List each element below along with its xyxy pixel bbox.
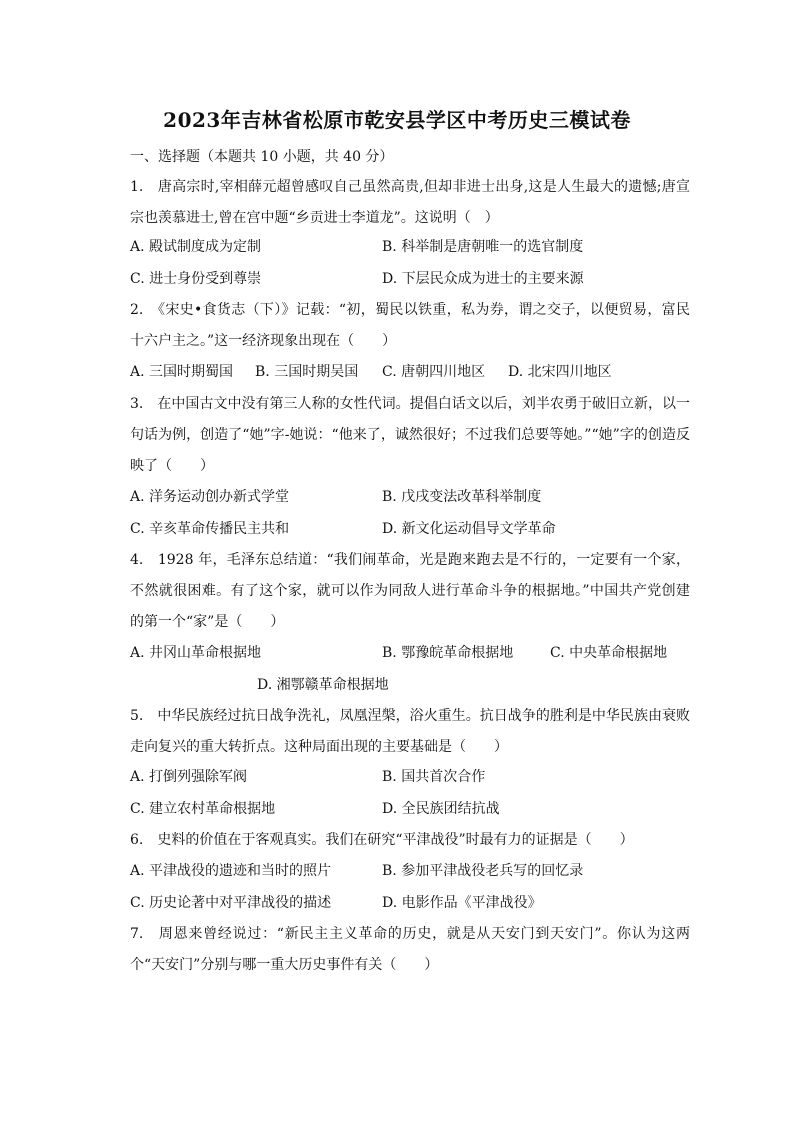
- q3-option-b[interactable]: B. 戊戌变法改革科举制度: [382, 489, 542, 505]
- q4-option-a[interactable]: A. 井冈山革命根据地: [130, 645, 262, 661]
- question-7-stem: 7. 周恩来曾经说过：“新民主主义革命的历史，就是从天安门到天安门”。你认为这两个“天安门”分别与哪一重大历史事件有关（ ）: [130, 926, 690, 973]
- q6-option-a[interactable]: A. 平津战役的遗迹和当时的照片: [130, 863, 332, 879]
- q6-option-d[interactable]: D. 电影作品《平津战役》: [382, 895, 542, 911]
- q4-option-c[interactable]: C. 中央革命根据地: [550, 645, 668, 661]
- q4-option-b[interactable]: B. 鄂豫皖革命根据地: [382, 645, 514, 661]
- q4-option-d[interactable]: D. 湘鄂赣革命根据地: [257, 677, 389, 693]
- question-1-stem: 1. 唐高宗时,宰相薛元超曾感叹自己虽然高贵,但却非进士出身,这是人生最大的遗憾;唐宣宗也羡慕进士,曾在宫中题“乡贡进士李道龙”。这说明（ ）: [130, 179, 690, 226]
- q1-option-a[interactable]: A. 殿试制度成为定制: [130, 239, 262, 255]
- q3-option-c[interactable]: C. 辛亥革命传播民主共和: [130, 521, 290, 537]
- q5-option-c[interactable]: C. 建立农村革命根据地: [130, 801, 276, 817]
- q5-option-a[interactable]: A. 打倒列强除军阀: [130, 769, 248, 785]
- q2-option-c[interactable]: C. 唐朝四川地区: [382, 364, 486, 380]
- q1-option-d[interactable]: D. 下层民众成为进士的主要来源: [382, 271, 584, 287]
- question-4-stem: 4. 1928 年，毛泽东总结道：“我们闹革命，光是跑来跑去是不行的，一定要有一个家，不然就很困难。有了这个家，就可以作为同敌人进行革命斗争的根据地。”中国共产党创建的第一个“家”是（ ）: [130, 552, 690, 630]
- q2-option-d[interactable]: D. 北宋四川地区: [508, 364, 612, 380]
- q2-option-b[interactable]: B. 三国时期吴国: [255, 364, 359, 380]
- q5-option-b[interactable]: B. 国共首次合作: [382, 769, 486, 785]
- exam-title: 2023年吉林省松原市乾安县学区中考历史三模试卷: [163, 108, 631, 132]
- q1-option-c[interactable]: C. 进士身份受到尊崇: [130, 271, 262, 287]
- q3-option-d[interactable]: D. 新文化运动倡导文学革命: [382, 521, 556, 537]
- question-2-stem: 2. 《宋史•食货志（下）》记载：“初，蜀民以铁重，私为券，谓之交子，以便贸易，富民十六户主之。”这一经济现象出现在（ ）: [130, 302, 690, 349]
- q1-option-b[interactable]: B. 科举制是唐朝唯一的选官制度: [382, 239, 584, 255]
- q6-option-b[interactable]: B. 参加平津战役老兵写的回忆录: [382, 863, 584, 879]
- question-5-stem: 5. 中华民族经过抗日战争洗礼，凤凰涅槃，浴火重生。抗日战争的胜利是中华民族由衰败走向复兴的重大转折点。这种局面出现的主要基础是（ ）: [130, 708, 690, 755]
- q5-option-d[interactable]: D. 全民族团结抗战: [382, 801, 500, 817]
- q3-option-a[interactable]: A. 洋务运动创办新式学堂: [130, 489, 290, 505]
- question-3-stem: 3. 在中国古文中没有第三人称的女性代词。提倡白话文以后，刘半农勇于破旧立新，以一句话为例，创造了“她”字-她说：“他来了，诚然很好；不过我们总要等她。”“她”字的创造反映了（ ）: [130, 396, 690, 474]
- q2-option-a[interactable]: A. 三国时期蜀国: [130, 364, 234, 380]
- q6-option-c[interactable]: C. 历史论著中对平津战役的描述: [130, 895, 332, 911]
- question-6-stem: 6. 史料的价值在于客观真实。我们在研究“平津战役”时最有力的证据是（ ）: [130, 832, 634, 848]
- section-heading: 一、选择题（本题共 10 小题，共 40 分）: [130, 149, 394, 165]
